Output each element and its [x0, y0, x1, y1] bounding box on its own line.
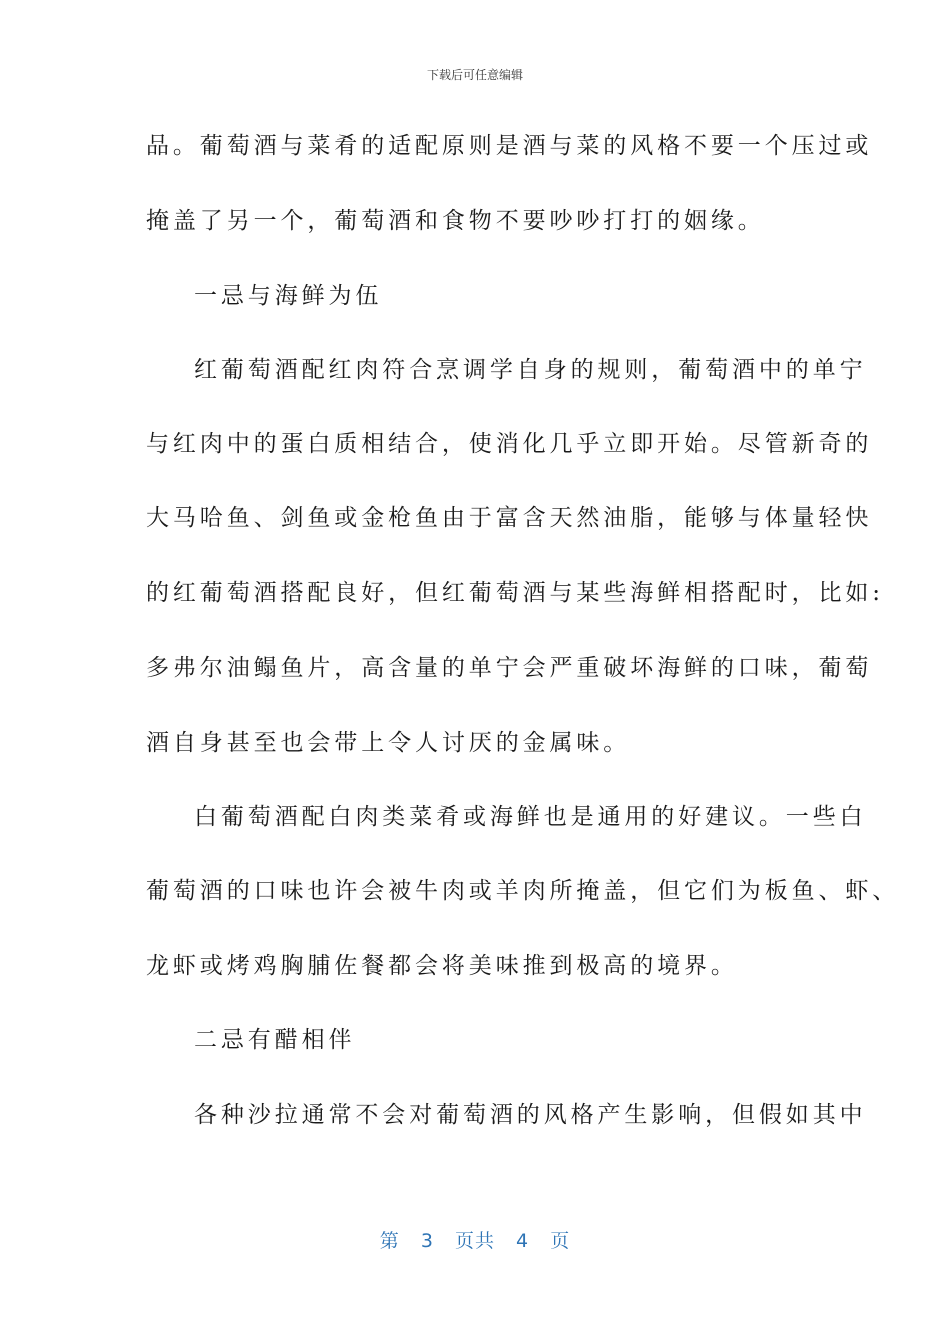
text-line: 酒自身甚至也会带上令人讨厌的金属味。: [146, 730, 631, 756]
section-heading: 二忌有醋相伴: [194, 1027, 356, 1053]
text-line: 品。葡萄酒与菜肴的适配原则是酒与菜的风格不要一个压过或: [146, 133, 873, 159]
total-page-number: 4: [516, 1230, 530, 1252]
text-line: 的红葡萄酒搭配良好，但红葡萄酒与某些海鲜相搭配时，比如:: [146, 580, 884, 606]
page-footer: [0, 1226, 950, 1253]
text-line: 白葡萄酒配白肉类菜肴或海鲜也是通用的好建议。一些白: [194, 804, 867, 830]
footer-middle: 页共: [454, 1230, 495, 1252]
text-line: 与红肉中的蛋白质相结合，使消化几乎立即开始。尽管新奇的: [146, 431, 873, 457]
text-line: 大马哈鱼、剑鱼或金枪鱼由于富含天然油脂，能够与体量轻快: [146, 505, 873, 531]
text-line: 掩盖了另一个，葡萄酒和食物不要吵吵打打的姻缘。: [146, 208, 765, 234]
text-line: 多弗尔油鳎鱼片，高含量的单宁会严重破坏海鲜的口味，葡萄: [146, 655, 873, 681]
text-line: 红葡萄酒配红肉符合烹调学自身的规则，葡萄酒中的单宁: [194, 357, 867, 383]
text-line: 葡萄酒的口味也许会被牛肉或羊肉所掩盖，但它们为板鱼、虾、: [146, 878, 900, 904]
current-page-number: 3: [420, 1230, 434, 1252]
footer-suffix: 页: [550, 1230, 571, 1252]
text-line: 龙虾或烤鸡胸脯佐餐都会将美味推到极高的境界。: [146, 953, 738, 979]
section-heading: 一忌与海鲜为伍: [194, 283, 383, 309]
footer-prefix: 第: [379, 1230, 400, 1252]
page-header: 下载后可任意编辑: [426, 68, 523, 82]
text-line: 各种沙拉通常不会对葡萄酒的风格产生影响，但假如其中: [194, 1102, 867, 1128]
